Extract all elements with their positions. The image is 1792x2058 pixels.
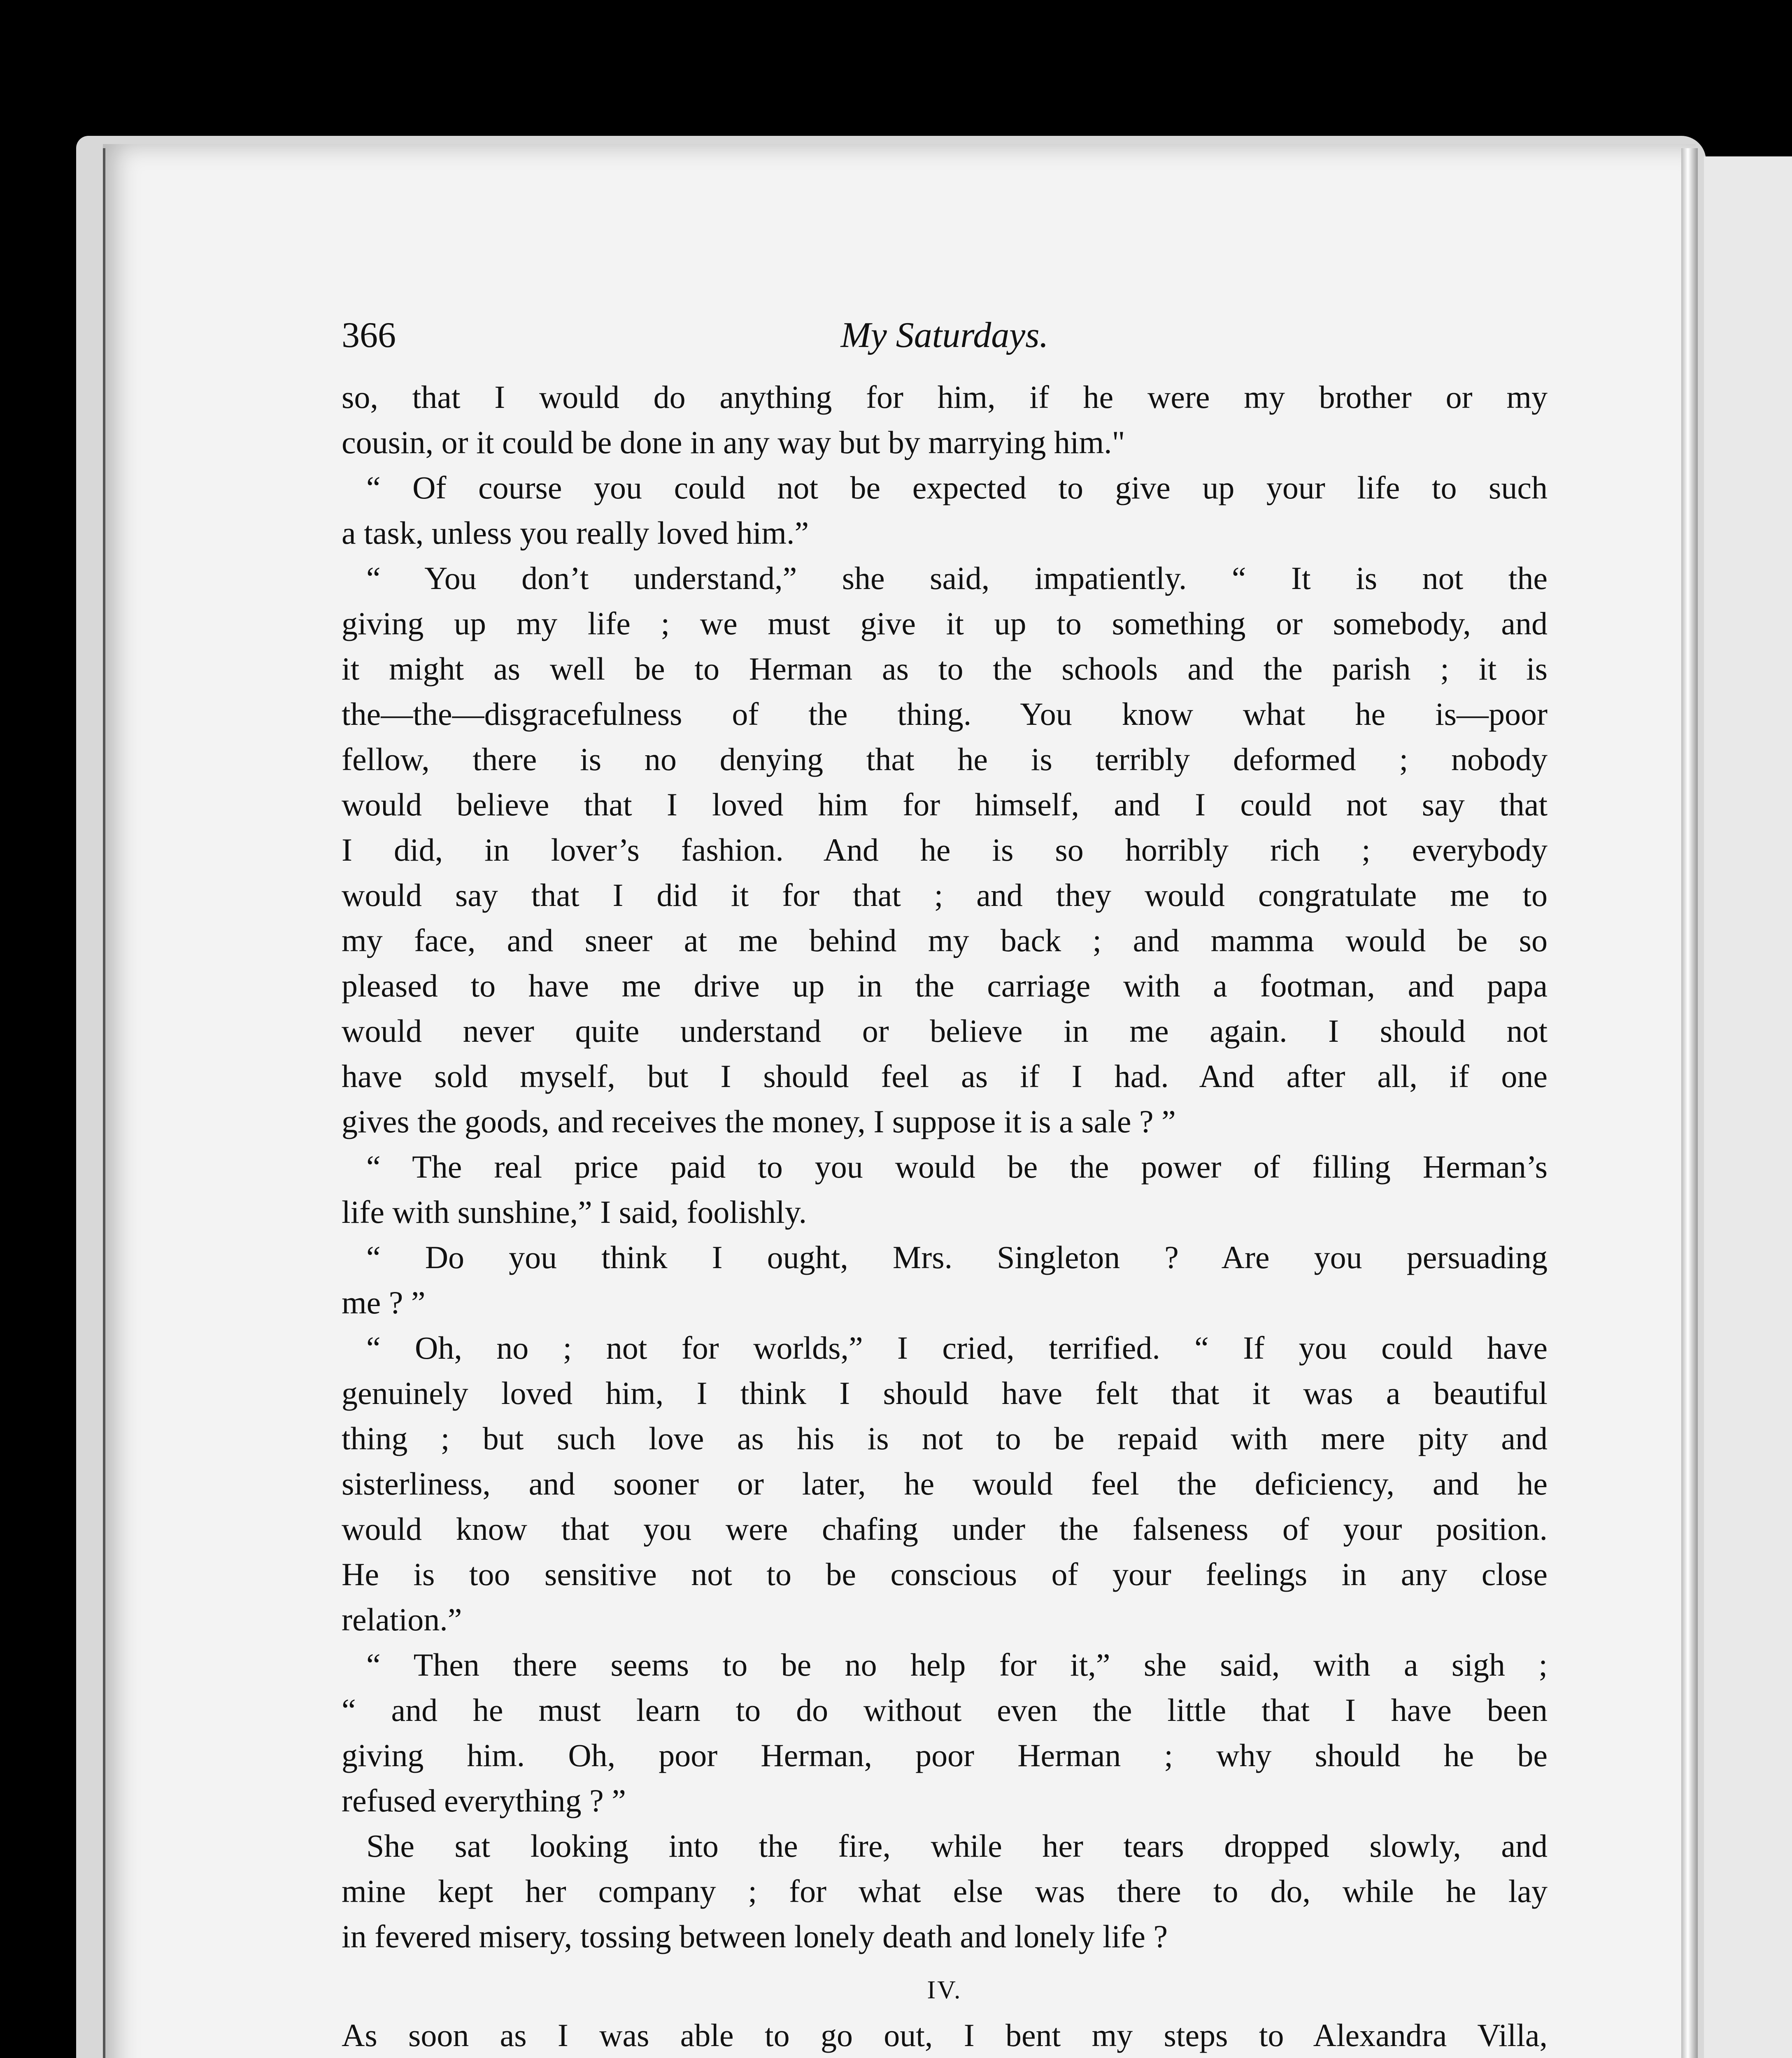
text-line: He is too sensitive not to be conscious of your feelings in any close — [342, 1556, 1548, 1592]
text-line: the—the—disgracefulness of the thing. You know what he is—poor — [342, 696, 1548, 732]
body-text-part-1 — [342, 375, 1548, 1959]
text-line: “ Then there seems to be no help for it,” she said, with a sigh ; — [366, 1647, 1548, 1683]
text-line: sisterliness, and sooner or later, he would feel the deficiency, and he — [342, 1466, 1548, 1502]
text-line: “ Oh, no ; not for worlds,” I cried, terrified. “ If you could have — [366, 1330, 1548, 1366]
text-line: “ and he must learn to do without even the little that I have been — [342, 1692, 1548, 1728]
paragraph — [342, 1235, 1548, 1325]
text-line: my face, and sneer at me behind my back ; and mamma would be so — [342, 922, 1548, 958]
text-line: thing ; but such love as his is not to be repaid with mere pity and — [342, 1420, 1548, 1456]
text-line: “ Of course you could not be expected to give up your life to such — [366, 470, 1548, 505]
text-line: would never quite understand or believe in me again. I should not — [342, 1013, 1548, 1049]
paragraph — [342, 1325, 1548, 1642]
text-line: cousin, or it could be done in any way but by marrying him." — [342, 424, 1125, 460]
text-line: I did, in lover’s fashion. And he is so horribly rich ; everybody — [342, 832, 1548, 868]
text-line: mine kept her company ; for what else was there to do, while he lay — [342, 1873, 1548, 1909]
text-line: would know that you were chafing under the falseness of your position. — [342, 1511, 1548, 1547]
paragraph — [342, 465, 1548, 556]
text-line: me ? ” — [342, 1285, 426, 1320]
text-line: genuinely loved him, I think I should have felt that it was a beautiful — [342, 1375, 1548, 1411]
text-line: gives the goods, and receives the money, I suppose it is a sale ? ” — [342, 1103, 1176, 1139]
paragraph — [342, 1144, 1548, 1235]
text-line: it might as well be to Herman as to the schools and the parish ; it is — [342, 651, 1548, 687]
facing-page-edge — [1704, 156, 1792, 2058]
running-title: My Saturdays. — [840, 315, 1049, 355]
page-edge — [1681, 148, 1698, 2058]
text-line: “ Do you think I ought, Mrs. Singleton ? Are you persuading — [366, 1239, 1548, 1275]
gutter-line — [103, 148, 105, 2058]
text-line: pleased to have me drive up in the carriage with a footman, and papa — [342, 968, 1548, 1003]
section-heading: IV. — [927, 1976, 962, 2004]
text-line: giving up my life ; we must give it up to something or somebody, and — [342, 605, 1548, 641]
paragraph — [342, 1642, 1548, 1823]
text-line: life with sunshine,” I said, foolishly. — [342, 1194, 807, 1230]
text-line: She sat looking into the fire, while her tears dropped slowly, and — [366, 1828, 1548, 1864]
paragraph — [342, 556, 1548, 1144]
page-number: 366 — [342, 315, 396, 355]
page-text-block — [342, 313, 1548, 2058]
paragraph — [342, 2013, 1548, 2058]
text-line: refused everything ? ” — [342, 1783, 626, 1818]
text-line: “ You don’t understand,” she said, impatiently. “ It is not the — [366, 560, 1548, 596]
running-head — [342, 313, 1548, 375]
body-text-part-2 — [342, 2013, 1548, 2058]
text-line: would say that I did it for that ; and they would congratulate me to — [342, 877, 1548, 913]
text-line: relation.” — [342, 1602, 462, 1637]
text-line: so, that I would do anything for him, if he were my brother or my — [342, 379, 1548, 415]
paragraph — [342, 1823, 1548, 1959]
text-line: As soon as I was able to go out, I bent my steps to Alexandra Villa, — [342, 2017, 1548, 2053]
paragraph — [342, 375, 1548, 465]
text-line: “ The real price paid to you would be the power of filling Herman’s — [366, 1149, 1548, 1185]
text-line: giving him. Oh, poor Herman, poor Herman ; why should he be — [342, 1737, 1548, 1773]
text-line: fellow, there is no denying that he is terribly deformed ; nobody — [342, 741, 1548, 777]
text-line: in fevered misery, tossing between lonely death and lonely life ? — [342, 1918, 1168, 1954]
text-line: would believe that I loved him for himself, and I could not say that — [342, 787, 1548, 822]
text-line: a task, unless you really loved him.” — [342, 515, 809, 551]
text-line: have sold myself, but I should feel as if I had. And after all, if one — [342, 1058, 1548, 1094]
